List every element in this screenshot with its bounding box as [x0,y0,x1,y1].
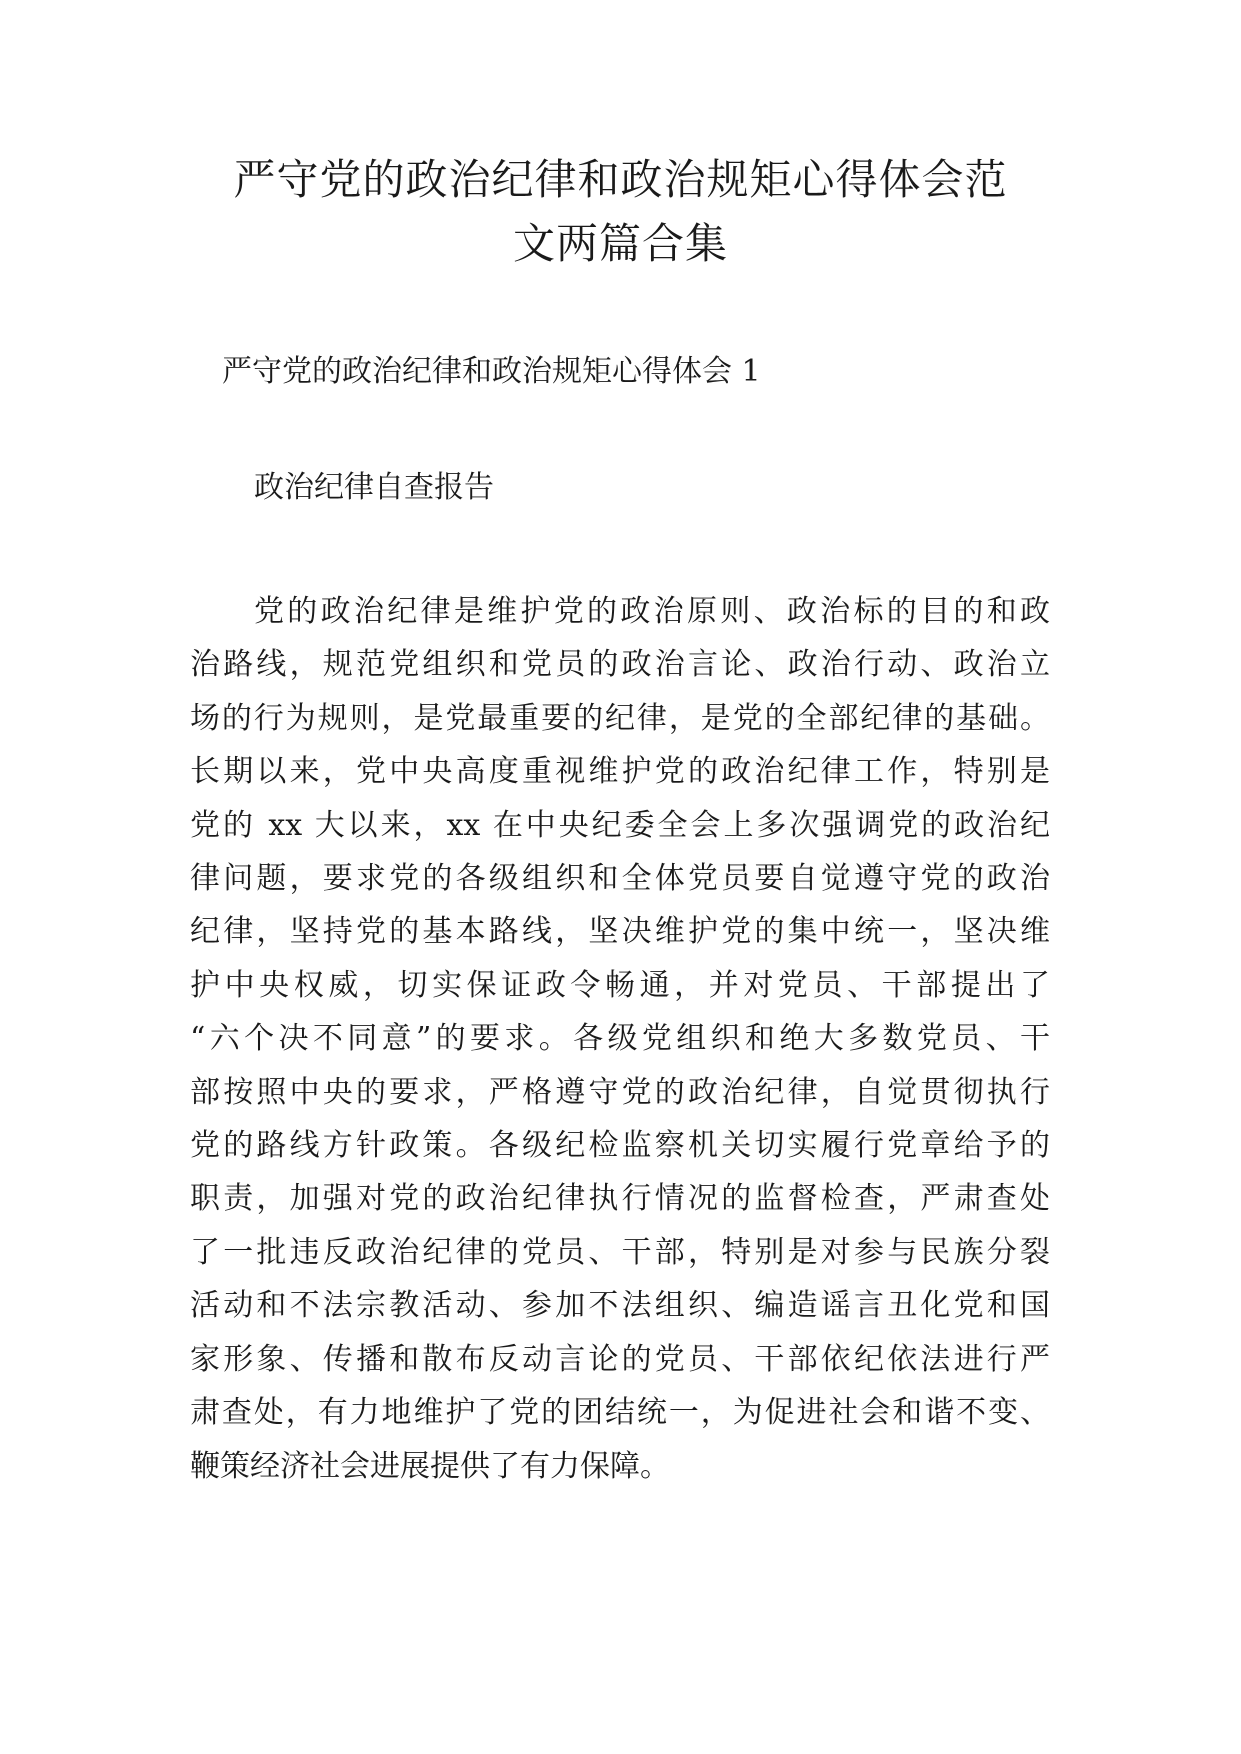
document-subtitle: 严守党的政治纪律和政治规矩心得体会 1 [222,354,761,389]
paragraph-line: 场的行为规则，是党最重要的纪律，是党的全部纪律的基础。 [190,700,1050,736]
paragraph-line: 部按照中央的要求，严格遵守党的政治纪律，自觉贯彻执行 [190,1074,1050,1110]
document-title [190,148,1051,276]
paragraph-line: 纪律，坚持党的基本路线，坚决维护党的集中统一，坚决维 [190,914,1050,950]
paragraph-line: 党的路线方针政策。各级纪检监察机关切实履行党章给予的 [190,1128,1050,1164]
paragraph-line: “六个决不同意”的要求。各级党组织和绝大多数党员、干 [190,1021,1050,1057]
paragraph-line: 家形象、传播和散布反动言论的党员、干部依纪依法进行严 [190,1341,1050,1377]
paragraph-line: 活动和不法宗教活动、参加不法组织、编造谣言丑化党和国 [190,1288,1050,1324]
document-title-line: 文两篇合集 [512,219,728,268]
paragraph-line: 治路线，规范党组织和党员的政治言论、政治行动、政治立 [190,647,1050,683]
paragraph-line: 肃查处，有力地维护了党的团结统一，为促进社会和谐不变、 [190,1395,1050,1431]
paragraph-line: 党的政治纪律是维护党的政治原则、政治标的目的和政 [254,594,1050,629]
paragraph-line: 了一批违反政治纪律的党员、干部，特别是对参与民族分裂 [190,1234,1050,1270]
paragraph-line: 护中央权威，切实保证政令畅通，并对党员、干部提出了 [190,967,1050,1003]
paragraph-line: 鞭策经济社会进展提供了有力保障。 [190,1448,670,1484]
paragraph-line: 律问题，要求党的各级组织和全体党员要自觉遵守党的政治 [190,861,1050,897]
document-title-line: 严守党的政治纪律和政治规矩心得体会范 [233,155,1008,204]
body-paragraph [190,585,1050,1493]
paragraph-line: 职责，加强对党的政治纪律执行情况的监督检查，严肃查处 [190,1181,1050,1217]
section-heading: 政治纪律自查报告 [254,470,494,505]
paragraph-line: 党的 xx 大以来，xx 在中央纪委全会上多次强调党的政治纪 [190,807,1050,843]
paragraph-line: 长期以来，党中央高度重视维护党的政治纪律工作，特别是 [190,754,1050,790]
